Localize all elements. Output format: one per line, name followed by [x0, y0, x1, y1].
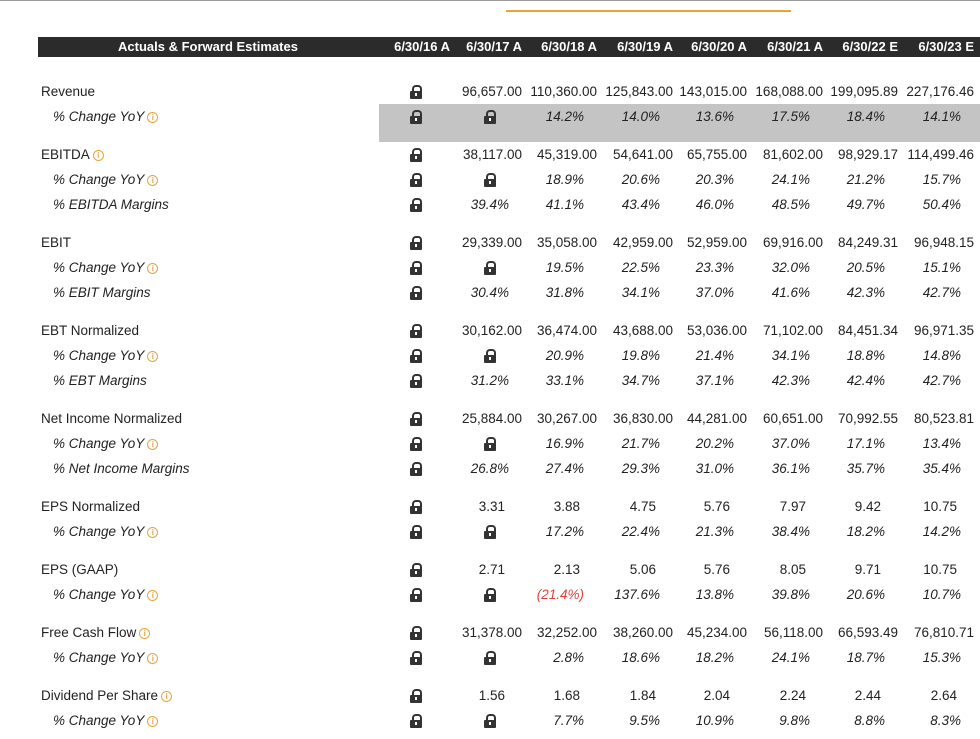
table-row [0, 321, 980, 346]
row-label [41, 321, 139, 341]
lock-icon[interactable] [410, 525, 422, 539]
row-label [53, 648, 158, 668]
table-cell: 42.7% [922, 373, 961, 388]
table-cell: 10.7% [922, 587, 961, 602]
lock-icon[interactable] [410, 261, 422, 275]
row-label [41, 145, 104, 165]
info-icon[interactable]: i [139, 628, 150, 639]
table-cell: 7.97 [779, 499, 806, 514]
lock-icon[interactable] [410, 462, 422, 476]
lock-icon[interactable] [410, 689, 422, 703]
info-icon[interactable]: i [147, 590, 158, 601]
table-cell: 125,843.00 [605, 84, 673, 99]
table-row [0, 623, 980, 648]
table-cell: 8.8% [854, 713, 885, 728]
table-cell: 1.68 [553, 688, 580, 703]
lock-icon[interactable] [410, 500, 422, 514]
table-cell: 56,118.00 [763, 625, 823, 640]
row-label-text: Net Income Normalized [41, 411, 183, 426]
header-title: Actuals & Forward Estimates [118, 39, 298, 54]
table-cell: 32,252.00 [536, 625, 597, 640]
info-icon[interactable]: i [147, 653, 158, 664]
table-row [0, 82, 980, 107]
table-cell: 20.6% [621, 172, 660, 187]
table-cell: 19.8% [621, 348, 660, 363]
table-header [38, 37, 980, 57]
row-label-text: % Change YoY [53, 172, 145, 187]
row-label-text: % Change YoY [53, 109, 145, 124]
row-label-text: % Change YoY [53, 260, 145, 275]
table-row [0, 648, 980, 673]
table-cell: 20.5% [846, 260, 885, 275]
table-cell: 2.64 [930, 688, 957, 703]
table-cell: 20.9% [545, 348, 584, 363]
table-cell: 65,755.00 [686, 147, 747, 162]
table-cell: 14.2% [922, 524, 961, 539]
table-cell: 48.5% [771, 197, 810, 212]
table-cell: 2.44 [854, 688, 881, 703]
table-cell: 8.3% [930, 713, 961, 728]
table-cell: 34.1% [621, 285, 660, 300]
table-cell: 66,593.49 [837, 625, 898, 640]
lock-icon[interactable] [410, 324, 422, 338]
table-cell: 43,688.00 [612, 323, 673, 338]
table-cell: 13.4% [922, 436, 961, 451]
table-row [0, 459, 980, 484]
active-tab-indicator [506, 10, 791, 12]
table-row [0, 585, 980, 610]
table-cell: 96,948.15 [913, 235, 974, 250]
lock-icon[interactable] [410, 148, 422, 162]
row-label-text: % Change YoY [53, 650, 145, 665]
header-column: 6/30/18 A [541, 39, 597, 54]
lock-icon[interactable] [410, 286, 422, 300]
table-cell: 25,884.00 [461, 411, 522, 426]
table-cell: 18.9% [545, 172, 584, 187]
info-icon[interactable]: i [147, 351, 158, 362]
lock-icon[interactable] [410, 85, 422, 99]
table-cell: 1.84 [629, 688, 656, 703]
row-label [41, 497, 140, 517]
table-cell: 21.7% [621, 436, 660, 451]
info-icon[interactable]: i [147, 716, 158, 727]
table-cell: 76,810.71 [913, 625, 974, 640]
table-cell: 110,360.00 [530, 84, 597, 99]
table-cell: 17.2% [545, 524, 584, 539]
table-cell: 53,036.00 [686, 323, 747, 338]
table-cell: 19.5% [545, 260, 584, 275]
row-label-text: EBIT [41, 235, 72, 250]
table-cell: 4.75 [629, 499, 656, 514]
table-cell: 23.3% [695, 260, 734, 275]
table-row [0, 283, 980, 308]
lock-icon[interactable] [484, 173, 496, 187]
table-cell: 17.5% [771, 109, 810, 124]
table-cell: 84,451.34 [837, 323, 898, 338]
table-cell: 31.8% [545, 285, 584, 300]
row-label-text: EBITDA [41, 147, 90, 162]
info-icon[interactable]: i [161, 691, 172, 702]
table-cell: 24.1% [771, 172, 810, 187]
row-label [41, 409, 182, 429]
table-cell: 14.0% [621, 109, 660, 124]
table-cell: 2.13 [553, 562, 580, 577]
lock-icon[interactable] [410, 626, 422, 640]
table-cell: 2.24 [779, 688, 806, 703]
table-cell: 2.71 [478, 562, 505, 577]
table-cell: 3.31 [478, 499, 505, 514]
lock-icon[interactable] [410, 651, 422, 665]
table-cell: 21.4% [695, 348, 734, 363]
table-cell: 21.2% [846, 172, 885, 187]
table-cell: 32.0% [771, 260, 810, 275]
info-icon[interactable]: i [93, 150, 104, 161]
row-label-text: % Change YoY [53, 587, 145, 602]
table-cell: 36,830.00 [612, 411, 673, 426]
table-cell: 227,176.46 [906, 84, 974, 99]
lock-icon[interactable] [484, 588, 496, 602]
header-column: 6/30/20 A [691, 39, 747, 54]
table-cell: 18.7% [846, 650, 885, 665]
row-label-text: EPS (GAAP) [41, 562, 119, 577]
table-cell: 8.05 [779, 562, 806, 577]
table-cell: 50.4% [922, 197, 961, 212]
row-label [53, 522, 158, 542]
table-cell: 27.4% [545, 461, 584, 476]
table-cell: 9.5% [629, 713, 660, 728]
table-cell: 18.8% [846, 348, 885, 363]
row-label-text: Free Cash Flow [41, 625, 137, 640]
table-cell: 24.1% [771, 650, 810, 665]
table-cell: 9.42 [854, 499, 881, 514]
table-cell: 31.2% [470, 373, 509, 388]
table-cell: 31,378.00 [461, 625, 522, 640]
table-cell: 13.8% [695, 587, 734, 602]
table-cell: 5.76 [703, 499, 730, 514]
table-cell: 10.75 [923, 562, 957, 577]
table-cell: 81,602.00 [762, 147, 823, 162]
table-cell: 69,916.00 [762, 235, 823, 250]
row-label-text: % EBT Margins [53, 373, 147, 388]
table-cell: 45,234.00 [686, 625, 747, 640]
table-cell: 42.7% [922, 285, 961, 300]
row-label [53, 283, 151, 303]
header-column: 6/30/17 A [466, 39, 522, 54]
table-row [0, 497, 980, 522]
lock-icon[interactable] [484, 437, 496, 451]
table-cell: 5.06 [629, 562, 656, 577]
row-label-text: % EBITDA Margins [53, 197, 169, 212]
table-cell: 37.0% [695, 285, 734, 300]
table-cell: 42.3% [846, 285, 885, 300]
table-cell: 31.0% [695, 461, 734, 476]
row-label [53, 346, 158, 366]
table-cell: 43.4% [621, 197, 660, 212]
table-row [0, 145, 980, 170]
row-label [53, 170, 158, 190]
table-cell: 71,102.00 [762, 323, 823, 338]
lock-icon[interactable] [410, 198, 422, 212]
table-cell: 36.1% [771, 461, 810, 476]
table-cell: 5.76 [703, 562, 730, 577]
table-cell: 42.4% [846, 373, 885, 388]
lock-icon[interactable] [410, 110, 422, 124]
table-cell: 18.4% [846, 109, 885, 124]
table-row [0, 560, 980, 585]
top-divider [0, 0, 980, 1]
table-cell: 84,249.31 [837, 235, 898, 250]
info-icon[interactable]: i [147, 439, 158, 450]
table-row [0, 346, 980, 371]
table-cell: 143,015.00 [679, 84, 747, 99]
table-cell: 10.9% [695, 713, 734, 728]
table-row [0, 522, 980, 547]
table-cell: 36,474.00 [536, 323, 597, 338]
table-cell: 18.2% [846, 524, 885, 539]
table-cell: 2.04 [703, 688, 730, 703]
table-cell: 37.1% [695, 373, 734, 388]
lock-icon[interactable] [410, 437, 422, 451]
table-cell: 18.2% [695, 650, 734, 665]
table-cell: 39.8% [771, 587, 810, 602]
table-cell: 26.8% [470, 461, 509, 476]
table-cell: 35,058.00 [536, 235, 597, 250]
table-cell: 30.4% [470, 285, 509, 300]
lock-icon[interactable] [410, 236, 422, 250]
row-label [41, 233, 71, 253]
table-cell: 45,319.00 [536, 147, 597, 162]
table-cell: 29.3% [621, 461, 660, 476]
info-icon[interactable]: i [147, 112, 158, 123]
table-cell: 35.4% [922, 461, 961, 476]
table-cell: 37.0% [771, 436, 810, 451]
row-label [53, 258, 158, 278]
header-column: 6/30/23 E [918, 39, 974, 54]
table-cell: 137.6% [614, 587, 660, 602]
table-cell: 1.56 [478, 688, 505, 703]
row-label [53, 107, 158, 127]
table-row [0, 107, 980, 132]
row-label-text: % Net Income Margins [53, 461, 190, 476]
table-cell: 70,992.55 [837, 411, 898, 426]
row-label [53, 434, 158, 454]
table-cell: 54,641.00 [612, 147, 673, 162]
table-cell: 30,162.00 [461, 323, 522, 338]
lock-icon[interactable] [484, 261, 496, 275]
row-label-text: % Change YoY [53, 436, 145, 451]
table-cell: 52,959.00 [686, 235, 747, 250]
row-label-text: % Change YoY [53, 348, 145, 363]
row-label [41, 82, 95, 102]
table-cell: 13.6% [695, 109, 734, 124]
row-label-text: % EBIT Margins [53, 285, 151, 300]
table-cell: 38,117.00 [462, 147, 522, 162]
table-cell: 15.7% [922, 172, 961, 187]
table-cell: 38,260.00 [612, 625, 673, 640]
lock-icon[interactable] [484, 714, 496, 728]
header-column: 6/30/21 A [767, 39, 823, 54]
row-label [53, 195, 169, 215]
row-label [53, 711, 158, 731]
table-cell: 49.7% [846, 197, 885, 212]
lock-icon[interactable] [484, 349, 496, 363]
table-cell: 199,095.89 [830, 84, 898, 99]
row-label [53, 371, 147, 391]
table-cell: 80,523.81 [913, 411, 974, 426]
lock-icon[interactable] [410, 349, 422, 363]
table-cell: 44,281.00 [686, 411, 747, 426]
table-row [0, 170, 980, 195]
table-cell: 29,339.00 [461, 235, 522, 250]
row-label [41, 560, 118, 580]
table-row [0, 711, 980, 736]
table-cell: 46.0% [695, 197, 734, 212]
lock-icon[interactable] [410, 563, 422, 577]
lock-icon[interactable] [410, 374, 422, 388]
table-cell: 14.2% [545, 109, 584, 124]
table-cell: 9.8% [779, 713, 810, 728]
table-cell: 35.7% [846, 461, 885, 476]
row-label [53, 585, 158, 605]
lock-icon[interactable] [484, 651, 496, 665]
table-cell: 33.1% [545, 373, 584, 388]
table-cell: 39.4% [470, 197, 509, 212]
table-cell: 20.6% [846, 587, 885, 602]
table-cell: 60,651.00 [762, 411, 823, 426]
info-icon[interactable]: i [147, 527, 158, 538]
row-label-text: % Change YoY [53, 524, 145, 539]
row-label [41, 686, 172, 706]
table-cell: 41.1% [545, 197, 584, 212]
table-cell: 15.3% [922, 650, 961, 665]
header-column: 6/30/22 E [842, 39, 898, 54]
table-cell: 14.1% [922, 109, 961, 124]
table-cell: 14.8% [922, 348, 961, 363]
table-cell: 30,267.00 [536, 411, 597, 426]
table-row [0, 371, 980, 396]
table-cell: 10.75 [923, 499, 957, 514]
table-cell: 34.7% [621, 373, 660, 388]
table-cell: 96,971.35 [913, 323, 974, 338]
table-cell: 96,657.00 [461, 84, 522, 99]
table-cell: 42,959.00 [612, 235, 673, 250]
table-cell: 41.6% [771, 285, 810, 300]
table-cell: 20.3% [695, 172, 734, 187]
row-label [53, 459, 190, 479]
table-row [0, 409, 980, 434]
table-row [0, 233, 980, 258]
lock-icon[interactable] [410, 588, 422, 602]
table-cell: 7.7% [553, 713, 584, 728]
row-label-text: Revenue [41, 84, 96, 99]
row-label-text: EBT Normalized [41, 323, 140, 338]
table-cell: 18.6% [621, 650, 660, 665]
lock-icon[interactable] [410, 412, 422, 426]
table-cell: 98,929.17 [837, 147, 898, 162]
table-cell: (21.4%) [536, 587, 584, 602]
table-cell: 15.1% [922, 260, 961, 275]
lock-icon[interactable] [410, 714, 422, 728]
table-row [0, 434, 980, 459]
table-cell: 16.9% [545, 436, 584, 451]
table-cell: 9.71 [854, 562, 881, 577]
table-row [0, 686, 980, 711]
table-cell: 114,499.46 [907, 147, 974, 162]
table-cell: 3.88 [553, 499, 580, 514]
table-cell: 22.5% [621, 260, 660, 275]
header-column: 6/30/19 A [617, 39, 673, 54]
table-cell: 2.8% [553, 650, 584, 665]
row-label [41, 623, 150, 643]
table-row [0, 258, 980, 283]
header-column: 6/30/16 A [394, 39, 450, 54]
row-label-text: % Change YoY [53, 713, 145, 728]
row-label-text: EPS Normalized [41, 499, 141, 514]
info-icon[interactable]: i [147, 263, 158, 274]
table-cell: 38.4% [771, 524, 810, 539]
table-cell: 168,088.00 [755, 84, 823, 99]
table-cell: 34.1% [771, 348, 810, 363]
lock-icon[interactable] [484, 110, 496, 124]
lock-icon[interactable] [410, 173, 422, 187]
table-cell: 20.2% [695, 436, 734, 451]
table-cell: 22.4% [621, 524, 660, 539]
info-icon[interactable]: i [147, 175, 158, 186]
table-row [0, 195, 980, 220]
lock-icon[interactable] [484, 525, 496, 539]
table-cell: 21.3% [695, 524, 734, 539]
table-cell: 42.3% [771, 373, 810, 388]
row-label-text: Dividend Per Share [41, 688, 159, 703]
table-cell: 17.1% [846, 436, 885, 451]
